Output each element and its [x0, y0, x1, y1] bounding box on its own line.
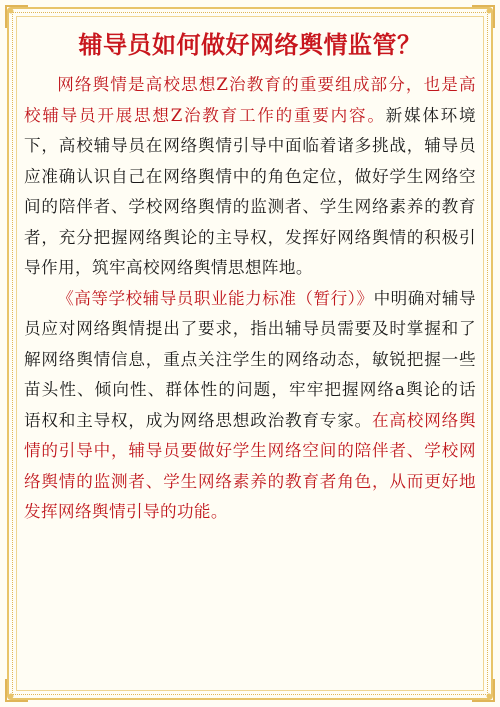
- paragraph-1-highlight: 网络舆情是高校思想Z治教育的重要组成部分，也是高校辅导员开展思想Z治教育工作的重要内容。: [24, 75, 476, 125]
- corner-ornament-icon: [4, 4, 30, 30]
- paragraph-2-highlight: 在高校网络舆情的引导中，辅导员要做好学生网络空间的陪伴者、学校网络舆情的监测者、学生网络素养的教育者角色，从而更好地发挥网络舆情引导的功能。: [24, 410, 476, 521]
- page-title: 辅导员如何做好网络舆情监管？: [78, 31, 422, 59]
- paragraph-2-standard-title: 《高等学校辅导员职业能力标准（暂行）》: [57, 288, 374, 308]
- corner-ornament-icon: [470, 4, 496, 30]
- corner-ornament-icon: [470, 677, 496, 703]
- corner-ornament-icon: [4, 677, 30, 703]
- paragraph-1-body: 新媒体环境下，高校辅导员在网络舆情引导中面临着诸多挑战，辅导员应准确认识自己在网络舆情中的角色定位，做好学生网络空间的陪伴者、学校网络舆情的监测者、学生网络素养的教育者，充分把握网络舆论的主导权，发挥好网络舆情的积极引导作用，筑牢高校网络舆情思想阵地。: [24, 105, 477, 277]
- paragraph-2: [24, 284, 476, 528]
- article-content: [24, 28, 476, 528]
- paragraph-1: [24, 70, 476, 284]
- paragraph-2-body: 中明确对辅导员应对网络舆情提出了要求，指出辅导员需要及时掌握和了解网络舆情信息，重点关注学生的网络动态，敏锐把握一些苗头性、倾向性、群体性的问题，牢牢把握网络a舆论的话语权和主导权，成为网络思想政治教育专家。: [24, 288, 476, 430]
